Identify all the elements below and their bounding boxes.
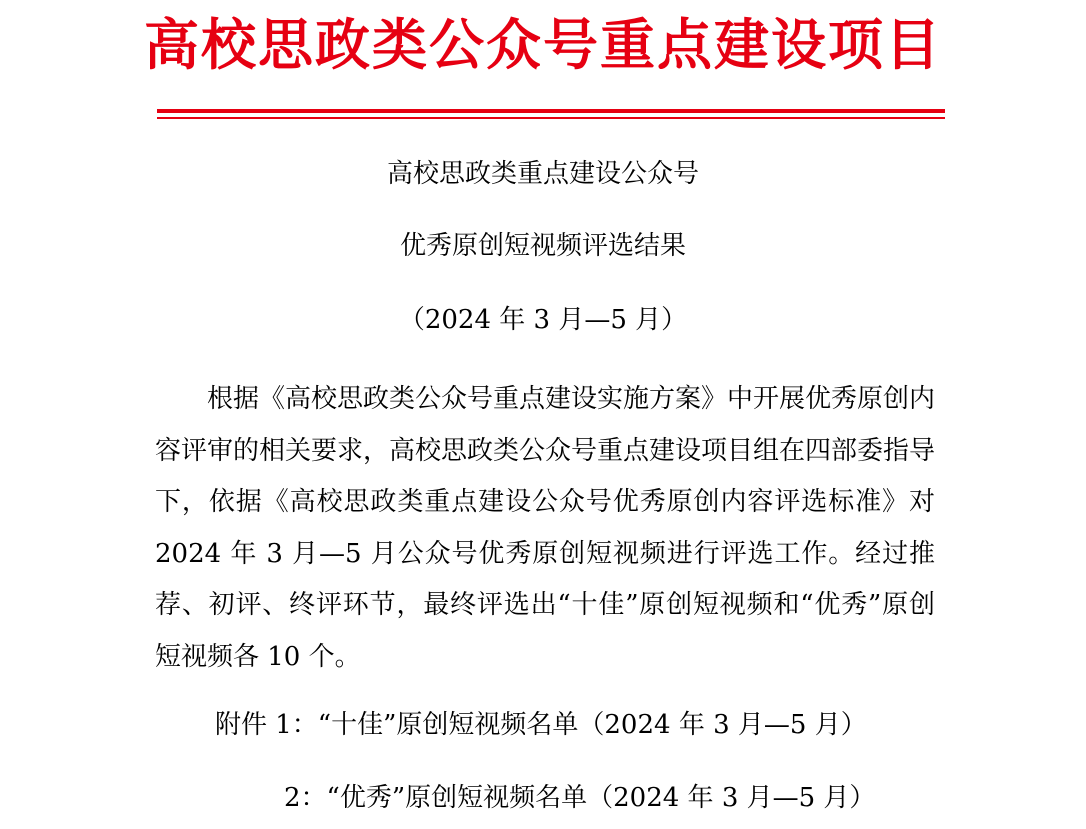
masthead-divider-thick (157, 109, 945, 113)
document-title-line-2: 优秀原创短视频评选结果 (399, 231, 686, 261)
masthead-title: 高校思政类公众号重点建设项目 (143, 12, 942, 77)
document-date-range: （2024 年 3 月—5 月） (398, 305, 688, 335)
document-title-line-1: 高校思政类重点建设公众号 (386, 159, 699, 189)
attachment-1: 附件 1：“十佳”原创短视频名单（2024 年 3 月—5 月） (215, 710, 867, 740)
body-paragraph: 根据《高校思政类公众号重点建设实施方案》中开展优秀原创内容评审的相关要求，高校思政类公众号重点建设项目组在四部委指导下，依据《高校思政类重点建设公众号优秀原创内容评选标准》对 2024 年 3 月—5 月公众号优秀原创短视频进行评选工作。经过推荐、初评、终评环节，最终评选出“十佳”原创短视频和“优秀”原创短视频各 10 个。 (155, 384, 936, 672)
attachment-2: 2：“优秀”原创短视频名单（2024 年 3 月—5 月） (284, 783, 876, 813)
masthead-divider-thin (157, 117, 945, 119)
